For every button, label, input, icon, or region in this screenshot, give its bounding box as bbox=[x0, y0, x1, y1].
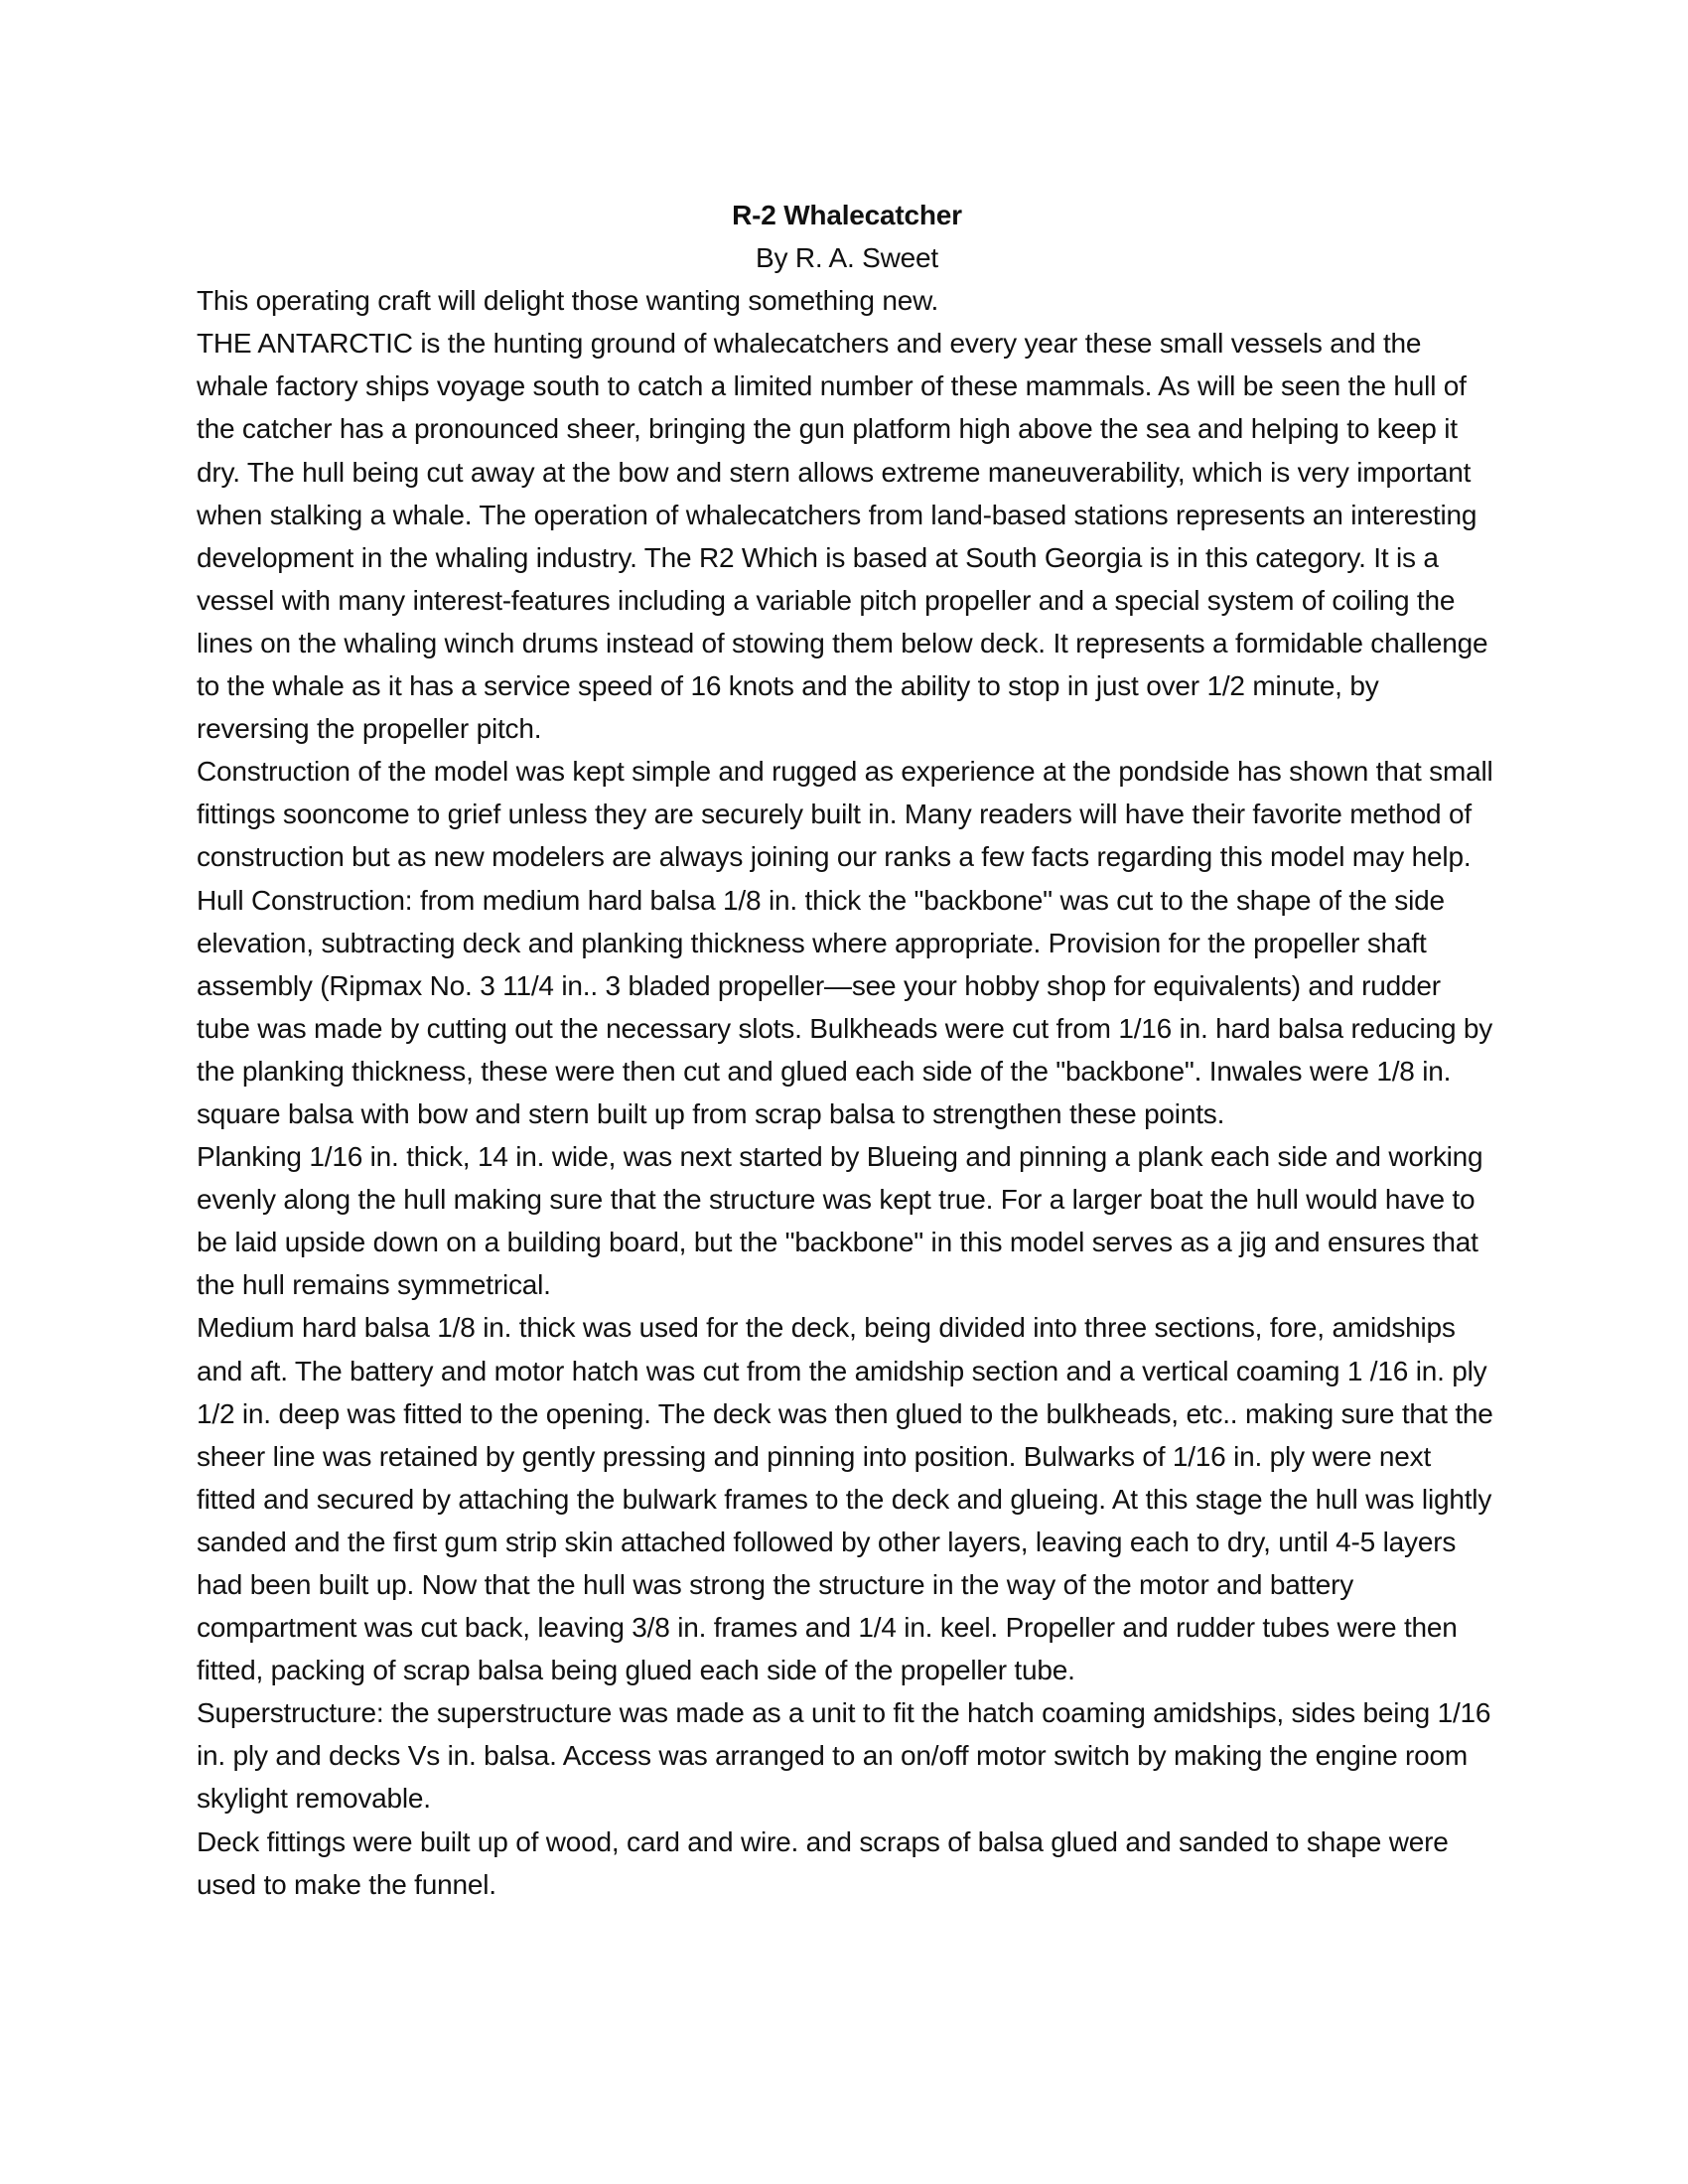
document-title: R-2 Whalecatcher bbox=[732, 200, 962, 230]
paragraph-hull-construction: Hull Construction: from medium hard balsa 1/8 in. thick the "backbone" was cut to the shape of the side elevation, subtracting deck and planking thickness where appropriate. Provision for the propeller shaft assembly (Ripmax No. 3 11/4 in.. 3 bladed propeller—see your hobby shop for equivalents) and rudder tube was made by cutting out the necessary slots. Bulkheads were cut from 1/16 in. hard balsa reducing by the planking thickness, these were then cut and glued each side of the "backbone". Inwales were 1/8 in. square balsa with bow and stern built up from scrap balsa to strengthen these points. bbox=[197, 884, 1493, 1129]
paragraph-antarctic: THE ANTARCTIC is the hunting ground of whalecatchers and every year these small vessels and the whale factory ships voyage south to catch a limited number of these mammals. As will be seen the hull of the catcher has a pronounced sheer, bringing the gun platform high above the sea and helping to keep it dry. The hull being cut away at the bow and stern allows extreme maneuverability, which is very important when stalking a whale. The operation of whalecatchers from land-based stations represents an interesting development in the whaling industry. The R2 Which is based at South Georgia is in this category. It is a vessel with many interest-features including a variable pitch propeller and a special system of coiling the lines on the whaling winch drums instead of stowing them below deck. It represents a formidable challenge to the whale as it has a service speed of 16 knots and the ability to stop in just over 1/2 minute, by reversing the propeller pitch. bbox=[197, 328, 1488, 745]
paragraph-planking: Planking 1/16 in. thick, 14 in. wide, was next started by Blueing and pinning a plank each side and working evenly along the hull making sure that the structure was kept true. For a larger boat the hull would have to be laid upside down on a building board, but the "backbone" in this model serves as a jig and ensures that the hull remains symmetrical. bbox=[197, 1141, 1483, 1301]
paragraph-deck-fittings: Deck fittings were built up of wood, card and wire. and scraps of balsa glued and sanded to shape were used to make the funnel. bbox=[197, 1825, 1449, 1900]
paragraph-intro: This operating craft will delight those wanting something new. bbox=[197, 285, 939, 317]
paragraph-deck: Medium hard balsa 1/8 in. thick was used for the deck, being divided into three sections, fore, amidships and aft. The battery and motor hatch was cut from the amidship section and a vertical coaming 1 /16 in. ply 1/2 in. deep was fitted to the opening. The deck was then glued to the bulkheads, etc.. making sure that the sheer line was retained by gently pressing and pinning into position. Bulwarks of 1/16 in. ply were next fitted and secured by attaching the bulwark frames to the deck and glueing. At this stage the hull was lightly sanded and the first gum strip skin attached followed by other layers, leaving each to dry, until 4-5 layers had been built up. Now that the hull was strong the structure in the way of the motor and battery compartment was cut back, leaving 3/8 in. frames and 1/4 in. keel. Propeller and rudder tubes were then fitted, packing of scrap balsa being glued each side of the propeller tube. bbox=[197, 1312, 1493, 1686]
document-page bbox=[197, 194, 1497, 1906]
document-byline: By R. A. Sweet bbox=[756, 242, 938, 274]
paragraph-superstructure: Superstructure: the superstructure was made as a unit to fit the hatch coaming amidships, sides being 1/16 in. ply and decks Vs in. balsa. Access was arranged to an on/off motor switch by making the engine room skylight removable. bbox=[197, 1697, 1491, 1815]
paragraph-construction: Construction of the model was kept simple and rugged as experience at the pondside has shown that small fittings sooncome to grief unless they are securely built in. Many readers will have their favorite method of construction but as new modelers are always joining our ranks a few facts regarding this model may help. bbox=[197, 756, 1493, 873]
